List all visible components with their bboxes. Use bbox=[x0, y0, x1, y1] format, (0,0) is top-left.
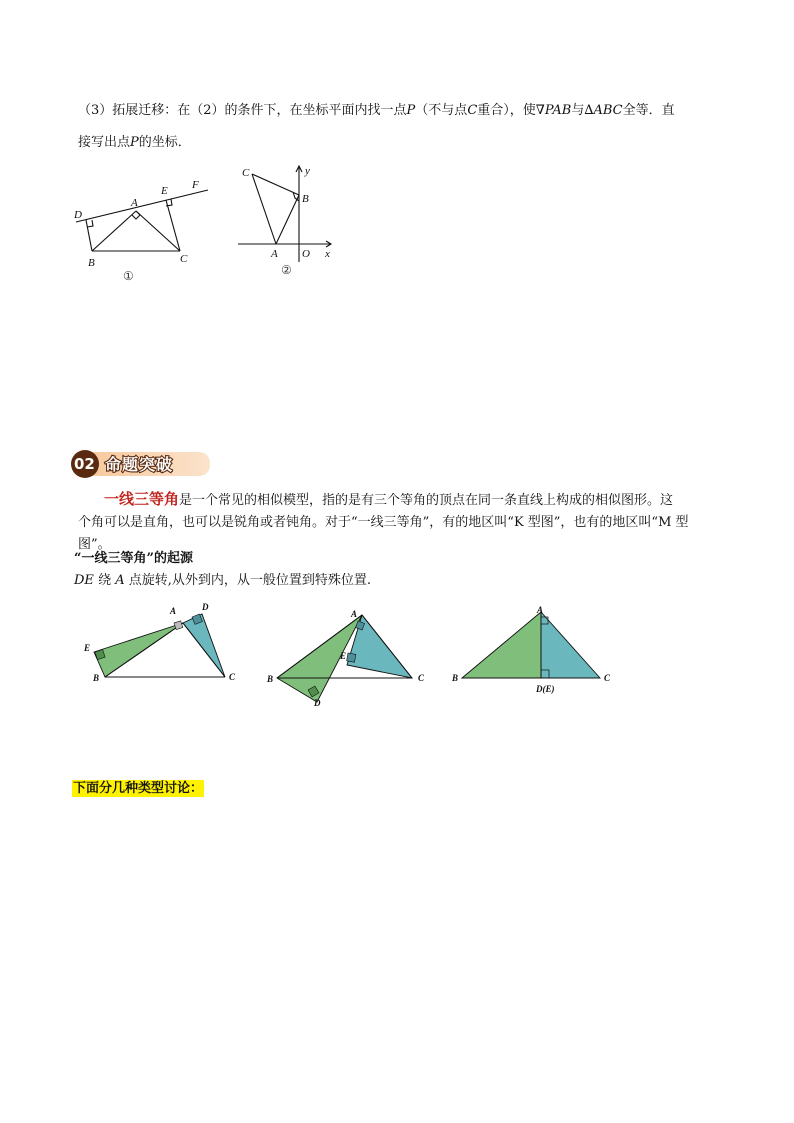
problem-3-mid2: 重合），使 bbox=[477, 103, 536, 118]
segment-cb bbox=[252, 174, 299, 195]
banner-number: 02 bbox=[74, 455, 95, 473]
line2-suffix: 的坐标． bbox=[138, 135, 191, 150]
label-e: E bbox=[161, 185, 168, 197]
problem-3-mid1: （不与点 bbox=[415, 103, 468, 118]
right-angle-d bbox=[87, 220, 93, 227]
label-d: D bbox=[314, 698, 321, 708]
teal-triangle bbox=[541, 612, 600, 678]
problem-3-text bbox=[78, 100, 738, 122]
label-d: D bbox=[202, 602, 209, 612]
figure-1 bbox=[70, 172, 220, 284]
right-angle-e bbox=[347, 653, 356, 662]
term-yixian-sandengjiao: 一线三等角 bbox=[104, 490, 180, 508]
label-b: B bbox=[302, 193, 309, 205]
label-a: A bbox=[351, 609, 358, 619]
label-x: x bbox=[325, 248, 330, 260]
problem-3-prefix: （3）拓展迁移：在（2）的条件下，在坐标平面内找一点 bbox=[78, 103, 407, 118]
types-heading bbox=[72, 777, 204, 796]
problem-3-mid3: 与 bbox=[571, 103, 585, 118]
label-y: y bbox=[305, 165, 310, 177]
label-a: A bbox=[537, 605, 544, 615]
var-de: DE bbox=[74, 573, 94, 588]
origin-desc bbox=[74, 570, 371, 592]
label-o: O bbox=[302, 248, 310, 260]
label-b: B bbox=[452, 673, 459, 683]
figure-2 bbox=[232, 162, 342, 282]
label-de: D(E) bbox=[536, 684, 555, 694]
intro-line-3: 图”。 bbox=[78, 537, 111, 552]
label-d: D bbox=[74, 209, 82, 221]
label-c: C bbox=[180, 253, 188, 265]
label-b: B bbox=[88, 257, 95, 269]
problem-3-line2 bbox=[78, 132, 191, 154]
label-f: F bbox=[192, 179, 199, 191]
section-banner bbox=[70, 448, 215, 484]
green-triangle bbox=[94, 623, 183, 677]
segment-ce bbox=[166, 200, 180, 251]
banner-title: 命题突破 bbox=[105, 455, 174, 474]
line-df bbox=[76, 190, 208, 222]
triangle-abc: ∆ABC bbox=[584, 103, 623, 118]
caption-figure-2: ② bbox=[281, 263, 292, 277]
problem-3-suffix: 全等．直 bbox=[622, 103, 675, 118]
var-c: C bbox=[467, 103, 478, 118]
var-a: A bbox=[115, 573, 125, 588]
label-a: A bbox=[131, 197, 138, 209]
intro-line-1 bbox=[78, 488, 728, 512]
teal-triangle bbox=[183, 614, 225, 677]
diagram-3 bbox=[450, 603, 620, 698]
diagram-2 bbox=[262, 605, 432, 710]
types-heading-text: 下面分几种类型讨论： bbox=[73, 781, 204, 796]
green-triangle bbox=[462, 612, 541, 678]
segment-ac bbox=[136, 211, 180, 251]
label-e: E bbox=[84, 643, 91, 653]
intro-line1-rest: 是一个常见的相似模型，指的是有三个等角的顶点在同一条直线上构成的相似图形。这 bbox=[179, 493, 674, 508]
line2-prefix: 接写出点 bbox=[78, 135, 131, 150]
right-angle-a bbox=[132, 211, 140, 219]
label-c: C bbox=[604, 673, 611, 683]
label-e: E bbox=[340, 651, 347, 661]
word-around: 绕 bbox=[98, 573, 112, 588]
segment-ca bbox=[252, 174, 276, 244]
origin-title: “一线三等角”的起源 bbox=[74, 551, 193, 566]
triangle-pab: ∇PAB bbox=[535, 103, 572, 118]
origin-desc-text: 点旋转,从外到内，从一般位置到特殊位置. bbox=[128, 573, 372, 588]
caption-figure-1: ① bbox=[123, 269, 134, 283]
label-a: A bbox=[170, 606, 177, 616]
label-c: C bbox=[418, 673, 425, 683]
intro-paragraph bbox=[78, 488, 728, 556]
label-b: B bbox=[267, 674, 274, 684]
label-c: C bbox=[229, 672, 236, 682]
diagram-1 bbox=[80, 600, 245, 690]
segment-ab bbox=[276, 195, 299, 244]
line2-var-p: P bbox=[130, 135, 139, 150]
label-a: A bbox=[271, 248, 278, 260]
var-p: P bbox=[406, 103, 416, 118]
segment-db bbox=[86, 220, 92, 251]
intro-line-2: 个角可以是直角，也可以是锐角或者钝角。对于“一线三等角”，有的地区叫“K 型图”，也有的地区叫“M 型 bbox=[78, 515, 689, 530]
label-c: C bbox=[242, 167, 250, 179]
label-b: B bbox=[93, 673, 100, 683]
